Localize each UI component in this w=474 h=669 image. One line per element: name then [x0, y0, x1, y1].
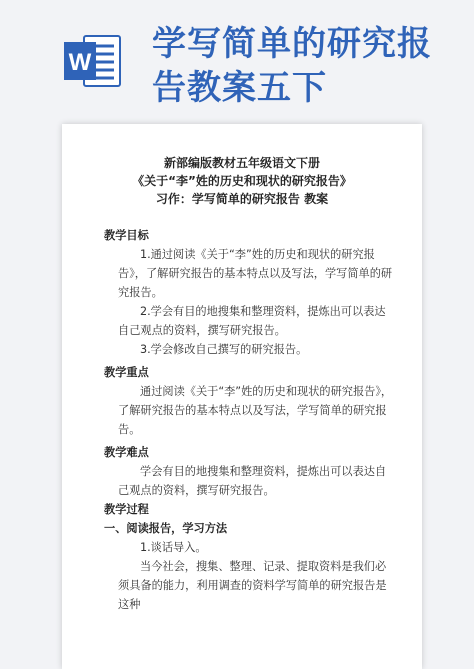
document-heading [62, 154, 422, 208]
key-text: 通过阅读《关于“李”姓的历史和现状的研究报告》，了解研究报告的基本特点以及写法，学写简单的研究报告。 [118, 385, 393, 436]
part-1-title: 一、阅读报告，学习方法 [104, 522, 228, 535]
section-goals-title: 教学目标 [104, 229, 149, 242]
intro-paragraph: 当今社会，搜集、整理、记录、提取资料是我们必须具备的能力，利用调查的资料学写简单的研究报告是这种 [118, 560, 387, 611]
step-1: 1.谈话导入。 [140, 541, 207, 554]
header [0, 0, 474, 118]
goal-item-2: 2.学会有目的地搜集和整理资料，提炼出可以表达自己观点的资料，撰写研究报告。 [118, 305, 386, 337]
title-line-2: 告教案五下 [152, 68, 327, 108]
document-page [62, 124, 422, 669]
svg-text:W: W [68, 49, 92, 76]
heading-line-3: 习作：学写简单的研究报告 教案 [155, 192, 329, 206]
goal-item-3: 3.学会修改自己撰写的研究报告。 [140, 343, 308, 356]
document-body [62, 208, 422, 614]
heading-line-2: 《关于“李”姓的历史和现状的研究报告》 [132, 174, 352, 188]
word-doc-icon [62, 32, 124, 90]
heading-line-1: 新部编版教材五年级语文下册 [163, 156, 320, 170]
page-title [152, 22, 462, 110]
goal-item-1: 1.通过阅读《关于“李”姓的历史和现状的研究报告》，了解研究报告的基本特点以及写法，学写简单的研究报告。 [118, 248, 393, 299]
title-line-1: 学写简单的研究报 [152, 24, 432, 64]
difficulty-text: 学会有目的地搜集和整理资料，提炼出可以表达自己观点的资料，撰写研究报告。 [118, 465, 387, 497]
section-process-title: 教学过程 [104, 503, 149, 516]
section-key-title: 教学重点 [104, 366, 149, 379]
section-difficulty-title: 教学难点 [104, 446, 149, 459]
